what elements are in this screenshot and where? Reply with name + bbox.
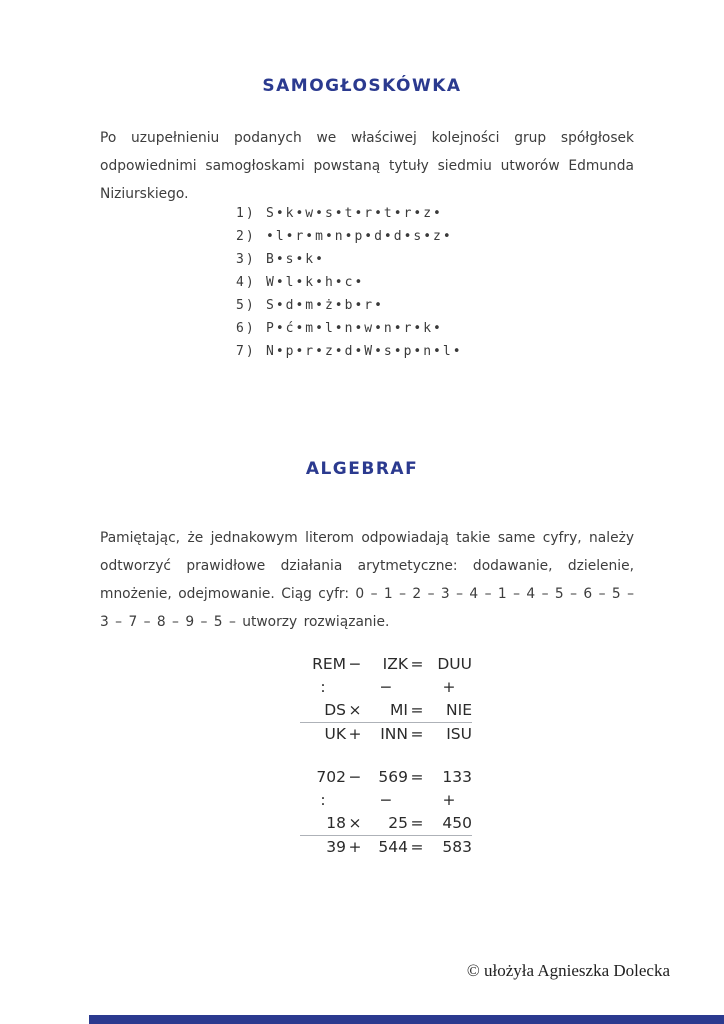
list-item-letters: W•l•k•h•c• (266, 275, 365, 290)
equation-row (300, 653, 472, 676)
list-item (236, 340, 463, 363)
equation-cell: = (410, 814, 424, 832)
equation-cell: − (379, 678, 393, 696)
equation-cell: 39 (300, 836, 346, 860)
list-item-number: 5) (236, 298, 256, 313)
equation-cell: − (348, 655, 362, 673)
equation-row (300, 676, 472, 699)
equation-cell: MI (390, 701, 408, 719)
equation-cell: = (408, 836, 426, 860)
list-item (236, 225, 463, 248)
equation-cell: INN (364, 723, 408, 747)
equation-cell: − (348, 768, 362, 786)
list-item-number: 1) (236, 206, 256, 221)
list-item (236, 271, 463, 294)
equation-cell: ISU (426, 723, 472, 747)
equation-cell: = (410, 655, 424, 673)
equation-sum-row (300, 836, 472, 860)
list-item-letters: P•ć•m•l•n•w•n•r•k• (266, 321, 443, 336)
digit-equation-table (300, 766, 472, 859)
equation-cell: + (346, 836, 364, 860)
equation-cell: 569 (378, 768, 408, 786)
equation-cell: = (410, 768, 424, 786)
list-item (236, 248, 463, 271)
equation-sum-row (300, 723, 472, 747)
list-item-number: 6) (236, 321, 256, 336)
equation-cell (346, 789, 364, 812)
equation-cell: 133 (442, 768, 472, 786)
equation-cell: UK (300, 723, 346, 747)
equation-cell: × (348, 814, 362, 832)
equation-cell: REM (312, 655, 346, 673)
equation-cell: + (346, 723, 364, 747)
samogloskowka-intro: Po uzupełnieniu podanych we właściwej kolejności grup spółgłosek odpowiednimi samogłoskami powstaną tytuły siedmiu utworów Edmunda Niziurskiego. (100, 130, 634, 202)
list-item (236, 317, 463, 340)
equation-cell: = (410, 701, 424, 719)
digit-equation-block (300, 766, 472, 859)
list-item-letters: B•s•k• (266, 252, 325, 267)
list-item-letters: N•p•r•z•d•W•s•p•n•l• (266, 344, 463, 359)
equation-cell: 450 (442, 814, 472, 832)
letter-equation-block (300, 653, 472, 746)
equation-cell (408, 789, 426, 812)
list-item-number: 7) (236, 344, 256, 359)
list-item-number: 2) (236, 229, 256, 244)
equation-cell: NIE (446, 701, 472, 719)
equation-cell: IZK (382, 655, 408, 673)
footer-accent-bar (89, 1015, 724, 1024)
equation-cell (346, 676, 364, 699)
equation-cell: 702 (316, 768, 346, 786)
equation-cell (408, 676, 426, 699)
equation-cell: : (320, 791, 326, 809)
equation-cell: 25 (388, 814, 408, 832)
equation-cell: 583 (426, 836, 472, 860)
consonant-list (236, 202, 463, 363)
equation-cell: = (408, 723, 426, 747)
samogloskowka-title: SAMOGŁOSKÓWKA (262, 76, 462, 96)
equation-cell: + (442, 678, 456, 696)
letter-equation-table (300, 653, 472, 746)
list-item-number: 3) (236, 252, 256, 267)
list-item (236, 202, 463, 225)
equation-row (300, 766, 472, 789)
algebraf-intro: Pamiętając, że jednakowym literom odpowiadają takie same cyfry, należy odtworzyć prawidłowe działania arytmetyczne: dodawanie, dzielenie, mnożenie, odejmowanie. Ciąg cyfr: 0 – 1 – 2 – 3 – 4 – 1 – 4 – 5 – 6 – 5 – 3 – 7 – 8 – 9 – 5 – utworzy rozwiązanie. (100, 530, 634, 630)
equation-cell: + (442, 791, 456, 809)
equation-row (300, 789, 472, 812)
equation-cell: : (320, 678, 326, 696)
equation-row (300, 812, 472, 836)
list-item-letters: S•k•w•s•t•r•t•r•z• (266, 206, 443, 221)
equation-cell: 18 (326, 814, 346, 832)
author-credit: © ułożyła Agnieszka Dolecka (466, 961, 670, 980)
list-item-number: 4) (236, 275, 256, 290)
equation-cell: DS (324, 701, 346, 719)
list-item-letters: •l•r•m•n•p•d•d•s•z• (266, 229, 453, 244)
equation-cell: − (379, 791, 393, 809)
equation-cell: DUU (437, 655, 472, 673)
algebraf-title: ALGEBRAF (305, 459, 419, 479)
list-item (236, 294, 463, 317)
list-item-letters: S•d•m•ż•b•r• (266, 298, 384, 313)
equation-row (300, 699, 472, 723)
equation-cell: × (348, 701, 362, 719)
equation-cell: 544 (364, 836, 408, 860)
